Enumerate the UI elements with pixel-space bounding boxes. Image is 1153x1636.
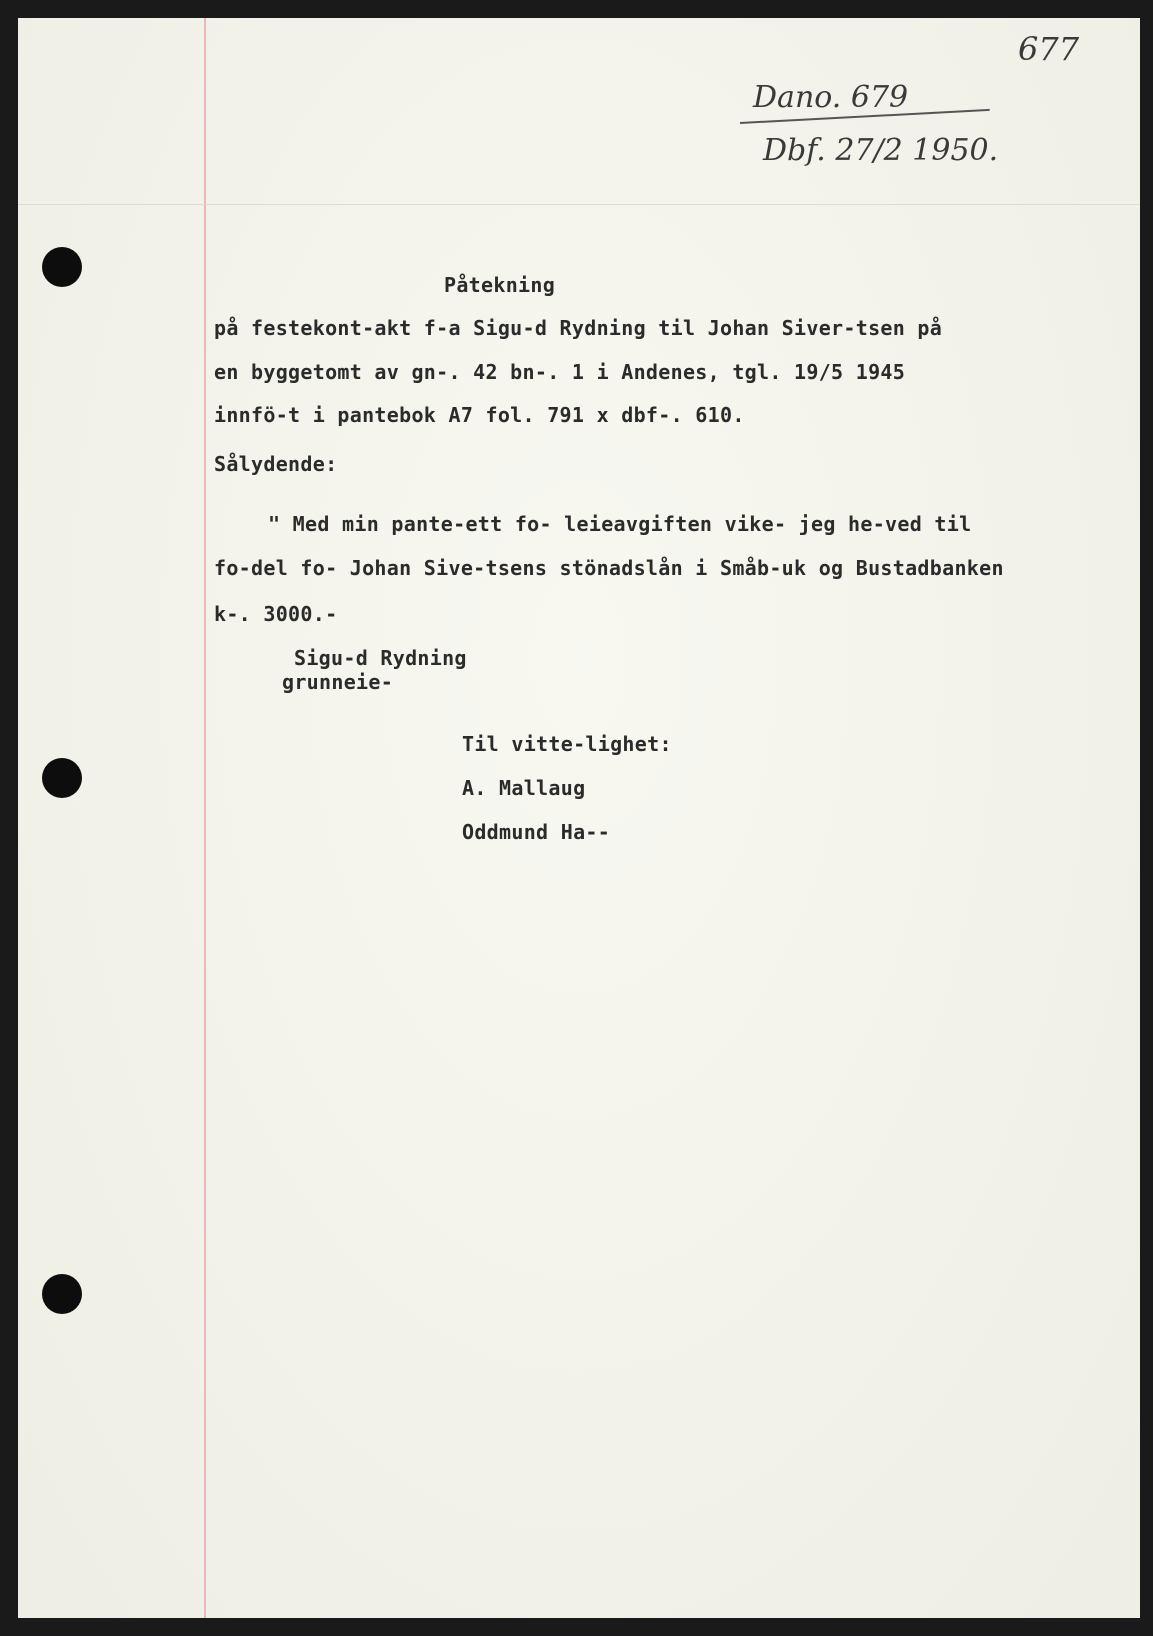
body-line-4: Sålydende: — [214, 452, 338, 476]
signature-name: Sigu-d Rydning — [294, 646, 467, 670]
witness-label: Til vitte-lighet: — [462, 732, 672, 756]
body-line-1: på festekont-akt f-a Sigu-d Rydning til Johan Siver-tsen på — [214, 316, 943, 340]
annotation-line-1: Dano. 679 — [753, 80, 909, 115]
margin-line — [204, 18, 206, 1618]
annotation-line-2: Dbf. 27/2 1950. — [763, 133, 999, 168]
signature-role: grunneie- — [282, 670, 394, 694]
body-line-6: fo-del fo- Johan Sive-tsens stönadslån i Småb-uk og Bustadbanken — [214, 556, 1004, 580]
witness-name-1: A. Mallaug — [462, 776, 586, 800]
punch-hole-middle — [42, 758, 82, 798]
witness-name-2: Oddmund Ha-- — [462, 820, 611, 844]
punch-hole-bottom — [42, 1274, 82, 1314]
header-rule — [18, 204, 1140, 205]
body-line-3: innfö-t i pantebok A7 fol. 791 x dbf-. 610. — [214, 403, 745, 427]
body-line-2: en byggetomt av gn-. 42 bn-. 1 i Andenes, tgl. 19/5 1945 — [214, 360, 906, 384]
punch-hole-top — [42, 247, 82, 287]
page-number: 677 — [1018, 30, 1080, 68]
body-line-5: " Med min pante-ett fo- leieavgiften vike- jeg he-ved til — [268, 512, 972, 536]
body-line-7: k-. 3000.- — [214, 602, 338, 626]
heading: Påtekning — [444, 273, 556, 297]
document-page — [18, 18, 1140, 1618]
